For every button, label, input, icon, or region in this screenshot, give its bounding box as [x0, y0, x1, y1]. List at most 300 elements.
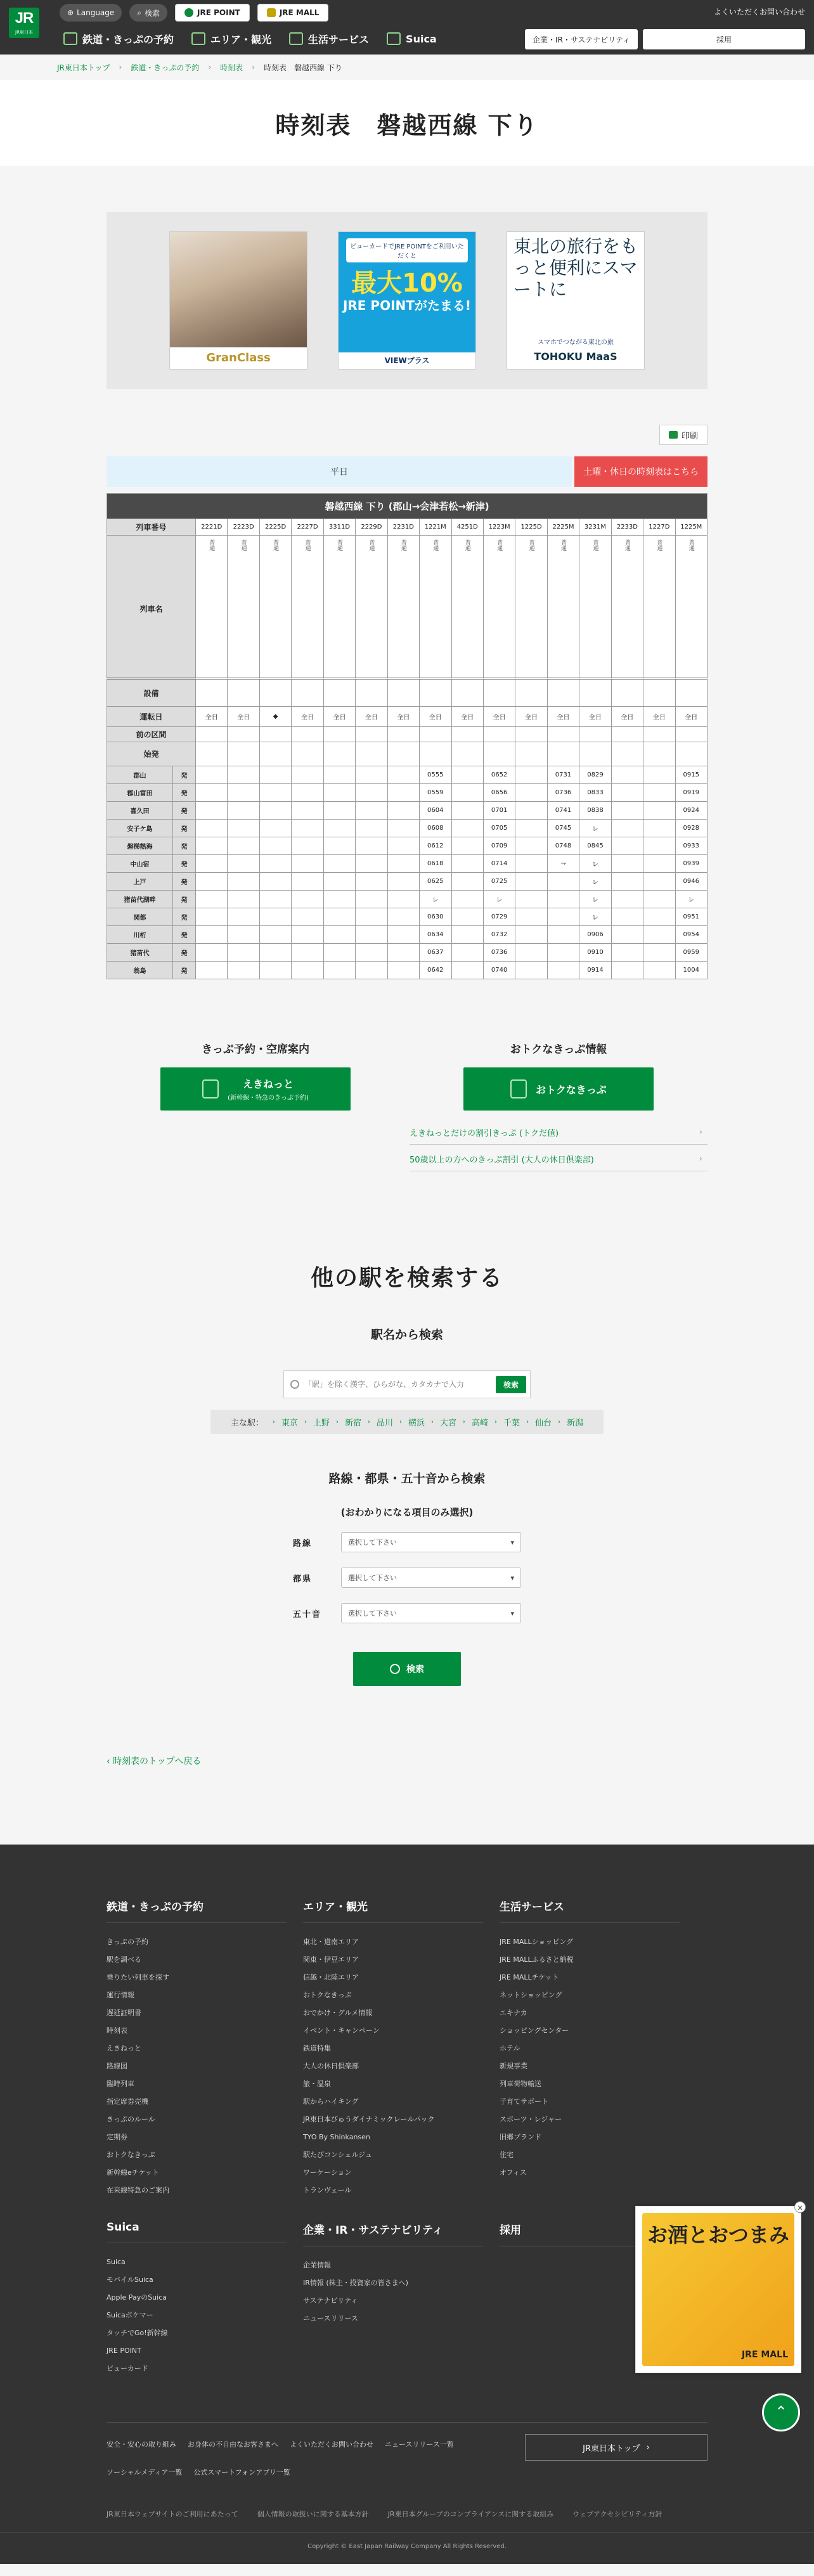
time-cell: [292, 891, 323, 908]
operation-day-cell: 全日: [579, 707, 611, 727]
printer-icon: [669, 431, 678, 439]
ekinet-button[interactable]: [160, 1067, 351, 1111]
station-name[interactable]: 郡山: [107, 766, 173, 784]
time-cell: 0637: [420, 944, 451, 962]
time-cell: [611, 766, 643, 784]
station-name[interactable]: 翁島: [107, 962, 173, 979]
time-cell: 0740: [483, 962, 515, 979]
footer-link[interactable]: ニュースリリース: [303, 2314, 358, 2322]
time-cell: [323, 873, 355, 891]
footer-link[interactable]: Suicaポケマー: [107, 2311, 153, 2319]
footer-bottom-link[interactable]: ソーシャルメディア一覧: [107, 2468, 183, 2476]
nav-area-label: エリア・観光: [210, 33, 272, 46]
footer-bottom-link[interactable]: 公式スマートフォンアプリ一覧: [193, 2468, 290, 2476]
time-cell: [292, 908, 323, 926]
departure-mark: 発: [173, 873, 196, 891]
train-number-cell: 2221D: [196, 519, 228, 536]
train-number-cell: 2227D: [292, 519, 323, 536]
site-footer: [0, 1845, 814, 2564]
footer-link[interactable]: おでかけ・グルメ情報: [303, 2009, 373, 2017]
close-icon[interactable]: ×: [794, 2201, 806, 2213]
footer-link[interactable]: 路線図: [107, 2062, 127, 2070]
print-button[interactable]: [659, 425, 707, 445]
footer-link[interactable]: 信越・北陸エリア: [303, 1973, 359, 1981]
tohoku-sub: スマホでつながる東北の旅: [538, 339, 614, 346]
footer-link[interactable]: おトクなきっぷ: [303, 1991, 352, 1999]
footer-link[interactable]: TYO By Shinkansen: [303, 2133, 370, 2141]
footer-link[interactable]: タッチでGo!新幹線: [107, 2329, 168, 2337]
station-name[interactable]: 郡山富田: [107, 784, 173, 802]
previous-section-cell: [515, 727, 547, 742]
language-label: Language: [77, 8, 115, 17]
page-top-button[interactable]: [762, 2393, 800, 2431]
previous-section-row: [107, 727, 707, 742]
previous-section-cell: [451, 727, 483, 742]
origin-cell: [643, 742, 675, 766]
time-cell: 0701: [483, 802, 515, 820]
time-cell: [292, 962, 323, 979]
time-cell: [387, 855, 419, 873]
time-cell: 0928: [675, 820, 707, 837]
route-select-row: [293, 1530, 521, 1554]
footer-link[interactable]: Apple PayのSuica: [107, 2293, 167, 2302]
time-cell: [547, 944, 579, 962]
breadcrumb-timetable[interactable]: 時刻表: [220, 63, 243, 72]
print-label: 印刷: [681, 431, 698, 441]
time-cell: レ: [579, 873, 611, 891]
jre-mall-link[interactable]: [257, 4, 329, 22]
main-station-link[interactable]: 新潟: [567, 1418, 584, 1428]
footer-link[interactable]: 乗りたい列車を探す: [107, 1973, 169, 1981]
station-name[interactable]: 磐梯熱海: [107, 837, 173, 855]
departure-mark: 発: [173, 891, 196, 908]
footer-link[interactable]: 時刻表: [107, 2026, 127, 2035]
train-name-cell: [420, 536, 451, 679]
time-cell: [259, 802, 291, 820]
time-cell: [356, 926, 387, 944]
footer-link[interactable]: オフィス: [500, 2168, 527, 2177]
footer-column-title[interactable]: 鉄道・きっぷの予約: [107, 1898, 287, 1923]
breadcrumb-railway[interactable]: 鉄道・きっぷの予約: [131, 63, 200, 72]
footer-link[interactable]: 住宅: [500, 2151, 514, 2159]
time-cell: 0745: [547, 820, 579, 837]
footer-link[interactable]: 指定席券売機: [107, 2097, 148, 2106]
time-cell: 0731: [547, 766, 579, 784]
origin-cell: [451, 742, 483, 766]
time-cell: [611, 962, 643, 979]
footer-link[interactable]: 定期券: [107, 2133, 127, 2141]
timetable: [107, 493, 707, 979]
departure-mark: 発: [173, 944, 196, 962]
time-cell: [356, 908, 387, 926]
jr-east-top-button[interactable]: [525, 2434, 707, 2461]
train-name-cell: [515, 536, 547, 679]
operation-day-cell: 全日: [196, 707, 228, 727]
time-cell: [387, 926, 419, 944]
tohoku-maas-logo: TOHOKU MaaS: [534, 351, 617, 363]
equipment-cell: [387, 679, 419, 707]
kana-select-label: 五十音: [293, 1609, 322, 1620]
time-cell: [387, 802, 419, 820]
main-station-link[interactable]: 新宿: [344, 1418, 361, 1428]
time-cell: 0959: [675, 944, 707, 962]
departure-mark: 発: [173, 802, 196, 820]
train-name-cell: [292, 536, 323, 679]
tohoku-maas-banner[interactable]: [507, 231, 645, 370]
chevron-right-icon: ›: [699, 1128, 702, 1137]
time-cell: [292, 784, 323, 802]
footer-link[interactable]: モバイルSuica: [107, 2276, 153, 2284]
footer-policy-link[interactable]: 個人情報の取扱いに関する基本方針: [257, 2510, 369, 2518]
footer-link[interactable]: 旧郷ブランド: [500, 2133, 541, 2141]
main-station-link[interactable]: 大宮: [440, 1418, 457, 1428]
footer-link[interactable]: 駅たびコンシェルジュ: [303, 2151, 373, 2159]
footer-link[interactable]: ネットショッピング: [500, 1991, 562, 1999]
train-type-text: 普通: [208, 539, 215, 551]
search-icon: [290, 1380, 299, 1389]
time-cell: [611, 820, 643, 837]
breadcrumb-sep: ›: [252, 63, 255, 72]
pref-select[interactable]: [341, 1568, 521, 1588]
footer-link[interactable]: 東北・道南エリア: [303, 1938, 359, 1946]
time-cell: [451, 855, 483, 873]
time-cell: [259, 944, 291, 962]
footer-link[interactable]: トランヴェール: [303, 2186, 352, 2194]
footer-link[interactable]: JRE POINT: [107, 2347, 141, 2355]
origin-cell: [292, 742, 323, 766]
time-cell: レ: [579, 820, 611, 837]
jre-mall-icon: [267, 8, 276, 17]
origin-cell: [579, 742, 611, 766]
footer-bottom: [107, 2422, 707, 2518]
equipment-cell: [579, 679, 611, 707]
footer-link[interactable]: ワーケーション: [303, 2168, 352, 2177]
time-cell: [515, 784, 547, 802]
footer-policy-link[interactable]: ウェブアクセシビリティ方針: [572, 2510, 662, 2518]
time-cell: [356, 944, 387, 962]
time-cell: [228, 944, 259, 962]
station-name[interactable]: 喜久田: [107, 802, 173, 820]
search-icon: ⌕: [137, 8, 142, 17]
promo-brand: JRE MALL: [741, 2350, 788, 2360]
timetable-caption: 磐越西線 下り (郡山→会津若松→新津): [107, 494, 707, 519]
footer-link[interactable]: エキナカ: [500, 2009, 527, 2017]
time-cell: 0954: [675, 926, 707, 944]
time-cell: [292, 837, 323, 855]
time-cell: [547, 908, 579, 926]
time-cell: [259, 962, 291, 979]
kana-select[interactable]: [341, 1603, 521, 1623]
chevron-right-icon: ›: [699, 1154, 702, 1164]
main-station-link[interactable]: 千葉: [503, 1418, 520, 1428]
back-to-timetable-link[interactable]: [107, 1755, 707, 1775]
footer-column-title[interactable]: 採用: [500, 2221, 680, 2246]
station-row: [107, 766, 707, 784]
main-station-link[interactable]: 仙台: [535, 1418, 552, 1428]
train-type-text: 普通: [399, 539, 406, 551]
footer-column-title[interactable]: 生活サービス: [500, 1898, 680, 1923]
main-station-link[interactable]: 品川: [376, 1418, 393, 1428]
footer-link[interactable]: JRE MALLふるさと納税: [500, 1955, 574, 1964]
footer-policy-link[interactable]: JR東日本ウェブサイトのご利用にあたって: [107, 2510, 238, 2518]
train-name-cell: [611, 536, 643, 679]
footer-bottom-link[interactable]: ニュースリリース一覧: [385, 2440, 454, 2449]
footer-link[interactable]: JR東日本びゅうダイナミックレールパック: [303, 2115, 435, 2123]
train-number-row: [107, 519, 707, 536]
footer-link[interactable]: 新幹線eチケット: [107, 2168, 159, 2177]
departure-mark: 発: [173, 962, 196, 979]
previous-section-cell: [611, 727, 643, 742]
otoku-button[interactable]: [463, 1067, 654, 1111]
chevron-right-icon: ›: [304, 1418, 307, 1426]
time-cell: [611, 802, 643, 820]
station-search-button[interactable]: 検索: [496, 1376, 526, 1393]
previous-section-cell: [259, 727, 291, 742]
main-stations: [210, 1410, 604, 1434]
time-cell: [387, 784, 419, 802]
footer-column-title[interactable]: Suica: [107, 2221, 287, 2243]
footer-link[interactable]: 駅からハイキング: [303, 2097, 359, 2106]
time-cell: [643, 802, 675, 820]
main-station-link[interactable]: 横浜: [408, 1418, 425, 1428]
footer-bottom-link[interactable]: 安全・安心の取り組み: [107, 2440, 176, 2449]
previous-section-cell: [675, 727, 707, 742]
footer-policy-links: [107, 2508, 677, 2521]
previous-section-cell: [547, 727, 579, 742]
footer-bottom-link[interactable]: よくいただくお問い合わせ: [290, 2440, 373, 2449]
ticket-reserve-col: [107, 1040, 404, 1171]
origin-cell: [483, 742, 515, 766]
viewcard-brand: VIEWプラス: [339, 352, 475, 369]
time-cell: 1004: [675, 962, 707, 979]
jre-point-link[interactable]: [175, 4, 250, 22]
equipment-row: [107, 679, 707, 707]
time-cell: [196, 802, 228, 820]
operation-day-cell: 全日: [515, 707, 547, 727]
time-cell: 0741: [547, 802, 579, 820]
origin-cell: [196, 742, 228, 766]
jre-mall-promo[interactable]: [635, 2203, 804, 2373]
breadcrumb-top[interactable]: JR東日本トップ: [57, 63, 110, 72]
time-cell: [259, 873, 291, 891]
station-name[interactable]: 川桁: [107, 926, 173, 944]
time-cell: [228, 766, 259, 784]
footer-link[interactable]: 運行情報: [107, 1991, 134, 1999]
suica-icon: [387, 32, 401, 45]
main-station-link[interactable]: 上野: [313, 1418, 330, 1428]
station-row: [107, 962, 707, 979]
time-cell: [356, 873, 387, 891]
origin-cell: [515, 742, 547, 766]
train-name-cell: [228, 536, 259, 679]
jr-east-logo[interactable]: [9, 8, 39, 38]
route-search-button[interactable]: [353, 1652, 461, 1686]
departure-mark: 発: [173, 926, 196, 944]
time-cell: [292, 926, 323, 944]
footer-policy-link[interactable]: JR東日本グループのコンプライアンスに関する取組み: [387, 2510, 554, 2518]
time-cell: [643, 784, 675, 802]
granclass-banner[interactable]: [169, 231, 307, 370]
time-cell: 0736: [483, 944, 515, 962]
time-cell: [196, 837, 228, 855]
jre-point-icon: [184, 8, 193, 17]
search-button[interactable]: [129, 4, 167, 22]
footer-link[interactable]: サステナビリティ: [303, 2296, 358, 2305]
train-type-text: 普通: [591, 539, 598, 551]
footer-link[interactable]: きっぷのルール: [107, 2115, 155, 2123]
footer-link[interactable]: 関東・伊豆エリア: [303, 1955, 359, 1964]
time-cell: [547, 962, 579, 979]
back-link-label: 時刻表のトップへ戻る: [113, 1756, 202, 1767]
station-search-input[interactable]: [304, 1380, 491, 1389]
train-number-cell: 2225M: [547, 519, 579, 536]
footer-link[interactable]: IR情報 (株主・投資家の皆さまへ): [303, 2279, 408, 2287]
tab-weekday[interactable]: 平日: [107, 456, 572, 487]
train-number-cell: 1225M: [675, 519, 707, 536]
footer-links: [107, 2437, 512, 2481]
station-name[interactable]: 中山宿: [107, 855, 173, 873]
footer-link[interactable]: 遅延証明書: [107, 2009, 141, 2017]
equipment-cell: [483, 679, 515, 707]
toku-link[interactable]: [410, 1121, 707, 1145]
footer-column-title[interactable]: 企業・IR・サステナビリティ: [303, 2221, 483, 2246]
footer-column: [500, 1898, 696, 2199]
chevron-right-icon: ›: [367, 1418, 370, 1426]
previous-section-cell: [643, 727, 675, 742]
time-cell: [451, 962, 483, 979]
print-row: [107, 425, 707, 445]
viewcard-big-text: 最大10%: [351, 269, 463, 298]
time-cell: [451, 766, 483, 784]
jre-point-label: JRE POINT: [197, 8, 240, 17]
train-type-text: 普通: [432, 539, 439, 551]
tab-holiday[interactable]: 土曜・休日の時刻表はこちら: [574, 456, 707, 487]
origin-label: 始発: [107, 742, 196, 766]
time-cell: [323, 820, 355, 837]
route-select[interactable]: [341, 1532, 521, 1552]
station-row: [107, 802, 707, 820]
station-name[interactable]: 猪苗代湖畔: [107, 891, 173, 908]
chevron-right-icon: ›: [463, 1418, 466, 1426]
main-station-link[interactable]: 東京: [281, 1418, 298, 1428]
time-cell: 0725: [483, 873, 515, 891]
train-number-cell: 1221M: [420, 519, 451, 536]
footer-link[interactable]: 新規事業: [500, 2062, 527, 2070]
equipment-cell: [196, 679, 228, 707]
time-cell: 0946: [675, 873, 707, 891]
promo-title: お酒とおつまみ: [647, 2223, 789, 2247]
train-number-cell: 2231D: [387, 519, 419, 536]
station-row: [107, 837, 707, 855]
time-cell: [196, 820, 228, 837]
station-name[interactable]: 関都: [107, 908, 173, 926]
footer-bottom-link[interactable]: お身体の不自由なお客さまへ: [188, 2440, 278, 2449]
viewcard-banner[interactable]: [338, 231, 476, 370]
footer-column-title[interactable]: エリア・観光: [303, 1898, 483, 1923]
time-cell: [323, 908, 355, 926]
footer-link[interactable]: JRE MALLチケット: [500, 1973, 559, 1981]
contact-link[interactable]: よくいただくお問い合わせ: [713, 8, 805, 16]
footer-link[interactable]: 列車荷物輸送: [500, 2080, 541, 2088]
footer-link[interactable]: 旅・温泉: [303, 2080, 331, 2088]
time-cell: [643, 837, 675, 855]
footer-link[interactable]: 駅を調べる: [107, 1955, 141, 1964]
station-name[interactable]: 安子ケ島: [107, 820, 173, 837]
language-button[interactable]: [60, 4, 122, 22]
footer-link[interactable]: 子育てサポート: [500, 2097, 548, 2106]
footer-link[interactable]: 在来線特急のご案内: [107, 2186, 169, 2194]
footer-link[interactable]: ホテル: [500, 2044, 520, 2052]
equipment-cell: [323, 679, 355, 707]
nav-railway[interactable]: [60, 28, 181, 49]
operation-day-cell: 全日: [451, 707, 483, 727]
footer-link[interactable]: えきねっと: [107, 2044, 141, 2052]
train-type-text: 普通: [656, 539, 662, 551]
otona-link-label: 50歳以上の方へのきっぷ割引 (大人の休日倶楽部): [410, 1156, 594, 1165]
departure-mark: 発: [173, 784, 196, 802]
footer-link[interactable]: おトクなきっぷ: [107, 2151, 155, 2159]
train-name-cell: [579, 536, 611, 679]
station-name[interactable]: 猪苗代: [107, 944, 173, 962]
time-cell: [387, 891, 419, 908]
footer-link[interactable]: JRE MALLショッピング: [500, 1938, 574, 1946]
corp-link[interactable]: 企業・IR・サステナビリティ: [525, 29, 638, 49]
otona-link[interactable]: [410, 1147, 707, 1171]
time-cell: 0625: [420, 873, 451, 891]
footer-link[interactable]: 鉄道特集: [303, 2044, 331, 2052]
footer-link[interactable]: ビューカード: [107, 2364, 148, 2373]
time-cell: [323, 766, 355, 784]
footer-link[interactable]: ショッピングセンター: [500, 2026, 569, 2035]
time-cell: [387, 766, 419, 784]
ticket-icon: [510, 1079, 527, 1098]
time-cell: [643, 873, 675, 891]
time-cell: [451, 873, 483, 891]
time-cell: レ: [420, 891, 451, 908]
time-cell: [196, 944, 228, 962]
footer-link[interactable]: 大人の休日倶楽部: [303, 2062, 359, 2070]
time-cell: [259, 837, 291, 855]
footer-link[interactable]: 臨時列車: [107, 2080, 134, 2088]
nav-area[interactable]: [188, 28, 279, 49]
footer-link[interactable]: スポーツ・レジャー: [500, 2115, 562, 2123]
map-icon: [191, 32, 205, 45]
time-cell: [515, 944, 547, 962]
time-cell: [323, 784, 355, 802]
time-cell: [387, 820, 419, 837]
nav-life[interactable]: [285, 28, 377, 49]
nav-suica[interactable]: [383, 28, 444, 49]
chevron-right-icon: ›: [399, 1418, 402, 1426]
previous-section-cell: [579, 727, 611, 742]
train-type-text: 普通: [272, 539, 279, 551]
ekinet-label: えきねっと: [242, 1078, 294, 1090]
time-cell: [228, 908, 259, 926]
main-station-link[interactable]: 高崎: [472, 1418, 489, 1428]
station-name[interactable]: 上戸: [107, 873, 173, 891]
site-header: [0, 0, 814, 55]
copyright: Copyright © East Japan Railway Company All Rights Reserved.: [0, 2532, 814, 2564]
pref-select-label: 都県: [293, 1574, 313, 1584]
footer-link[interactable]: イベント・キャンペーン: [303, 2026, 380, 2035]
recruit-link[interactable]: 採用: [643, 29, 805, 49]
time-cell: [611, 837, 643, 855]
footer-link[interactable]: 企業情報: [303, 2261, 331, 2269]
footer-link[interactable]: きっぷの予約: [107, 1938, 148, 1946]
time-cell: [356, 820, 387, 837]
main-content: [0, 212, 814, 1775]
footer-link[interactable]: Suica: [107, 2258, 126, 2266]
